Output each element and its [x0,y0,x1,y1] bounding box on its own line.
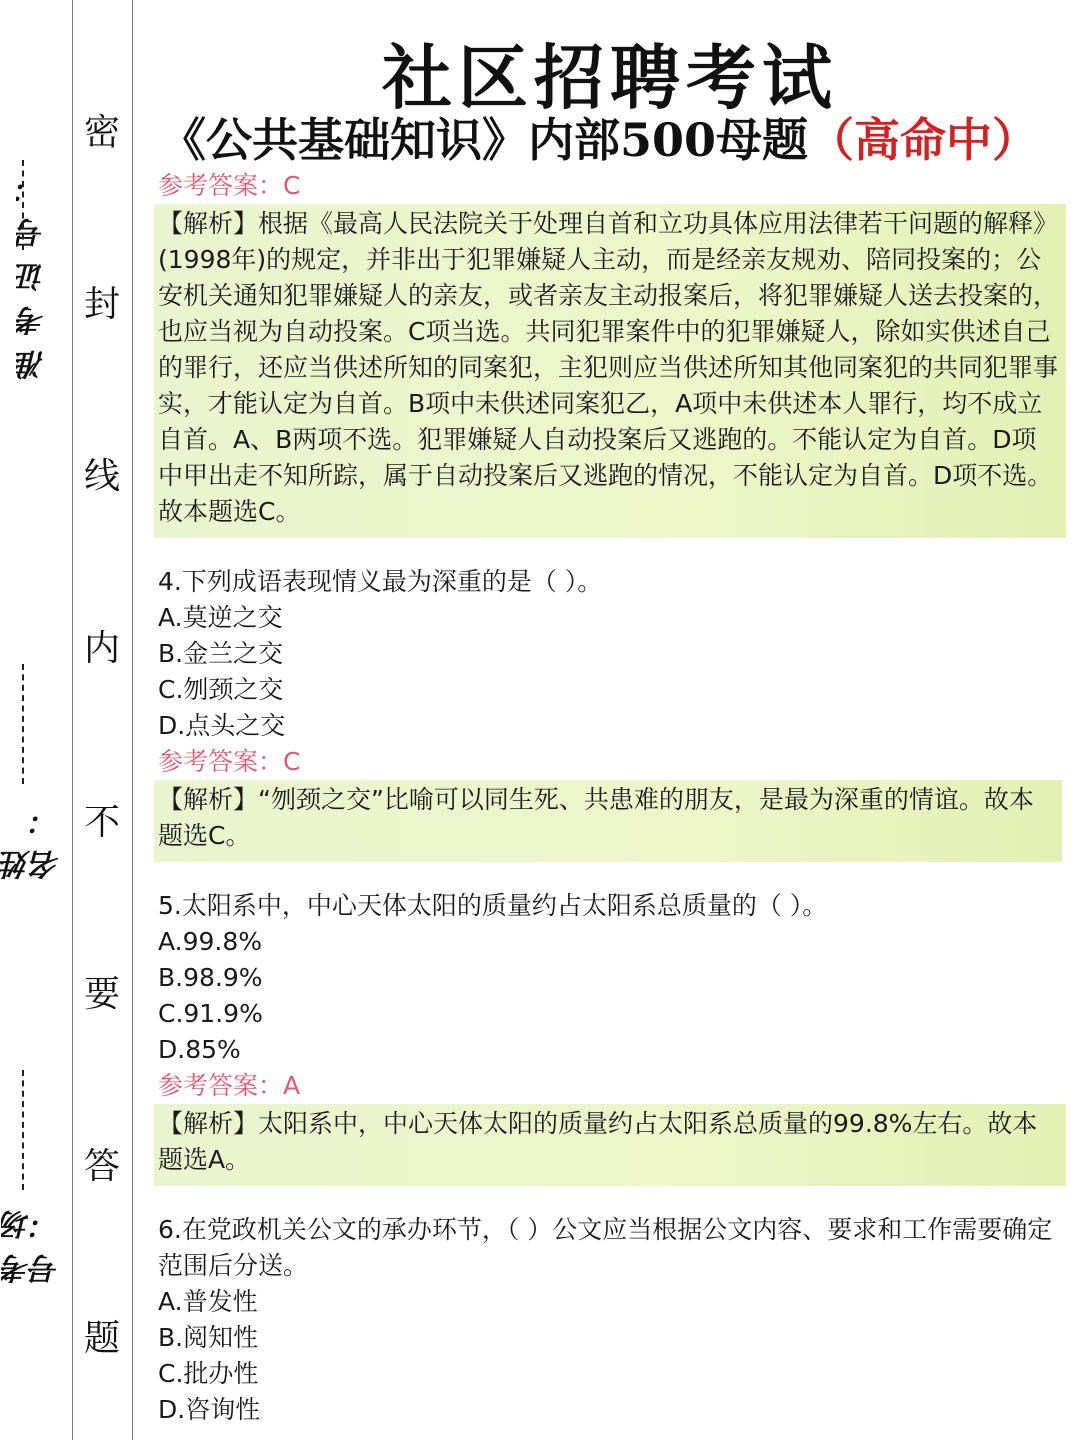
option-c: C.批办性 [158,1359,259,1388]
explanation-box: 【解析】“刎颈之交”比喻可以同生死、共患难的朋友，是最为深重的情谊。故本题选C。 [154,780,1062,862]
question-4: 4.下列成语表现情义最为深重的是（ ）。 [158,567,603,596]
name-label: 姓名： [1,792,66,880]
option-c: C.刎颈之交 [158,675,284,704]
subtitle-highlight: （高命中） [808,113,1039,167]
option-b: B.98.9% [158,963,263,992]
answer-line: 参考答案：A [158,1071,301,1100]
seal-char: 密 [83,112,120,153]
seal-char: 不 [83,802,120,843]
seal-char: 线 [83,456,120,497]
answer-line: 参考答案：C [158,171,301,200]
seal-char: 内 [83,628,120,669]
page-subtitle [160,104,1038,170]
option-d: D.85% [158,1035,241,1064]
explanation-box: 【解析】根据《最高人民法院关于处理自首和立功具体应用法律若干问题的解释》(1998年)的规定，并非出于犯罪嫌疑人主动，而是经亲友规劝、陪同投案的；公安机关通知犯罪嫌疑人的亲友，或者亲友主动报案后，将犯罪嫌疑人送去投案的，也应当视为自动投案。C项当选。共同犯罪案件中的犯罪嫌疑人，除如实供述自己的罪行，还应当供述所知的同案犯，主犯则应当供述所知其他同案犯的共同犯罪事实，才能认定为自首。B项中未供述同案犯乙，A项中未供述本人罪行，均不成立自首。A、B两项不选。犯罪嫌疑人自动投案后又逃跑的。不能认定为自首。D项中甲出走不知所踪，属于自动投案后又逃跑的情况，不能认定为自首。D项不选。故本题选C。 [154,204,1066,538]
seal-char: 封 [83,284,120,325]
option-a: A.99.8% [158,927,263,956]
question-6: 6.在党政机关公文的承办环节，（ ）公文应当根据公文内容、要求和工作需要确定范围后分送。 [158,1215,1053,1280]
option-d: D.咨询性 [158,1395,261,1424]
exam-id-label: 准考证号： [16,160,51,380]
question-list [158,168,1064,1428]
question-5: 5.太阳系中，中心天体太阳的质量约占太阳系总质量的（ ）。 [158,891,828,920]
option-b: B.阅知性 [158,1323,259,1352]
room-dashes [22,1070,48,1190]
room-label: 考场号： [1,1196,66,1284]
option-a: A.普发性 [158,1287,258,1316]
option-c: C.91.9% [158,999,263,1028]
option-a: A.莫逆之交 [158,603,283,632]
exam-id-dashes [22,160,48,250]
name-dashes [22,664,48,784]
margin-line-inner [132,0,133,1440]
margin-line-outer [72,0,73,1440]
seal-char: 题 [83,1318,120,1359]
explanation-box: 【解析】太阳系中，中心天体太阳的质量约占太阳系总质量的99.8%左右。故本题选A。 [154,1104,1066,1186]
subtitle-text: 《公共基础知识》内部500母题 [160,113,809,167]
seal-char: 要 [83,974,120,1015]
answer-line: 参考答案：C [158,747,301,776]
option-d: D.点头之交 [158,711,286,740]
option-b: B.金兰之交 [158,639,284,668]
seal-char: 答 [83,1146,120,1187]
page-title: 社区招聘考试 [382,36,838,119]
